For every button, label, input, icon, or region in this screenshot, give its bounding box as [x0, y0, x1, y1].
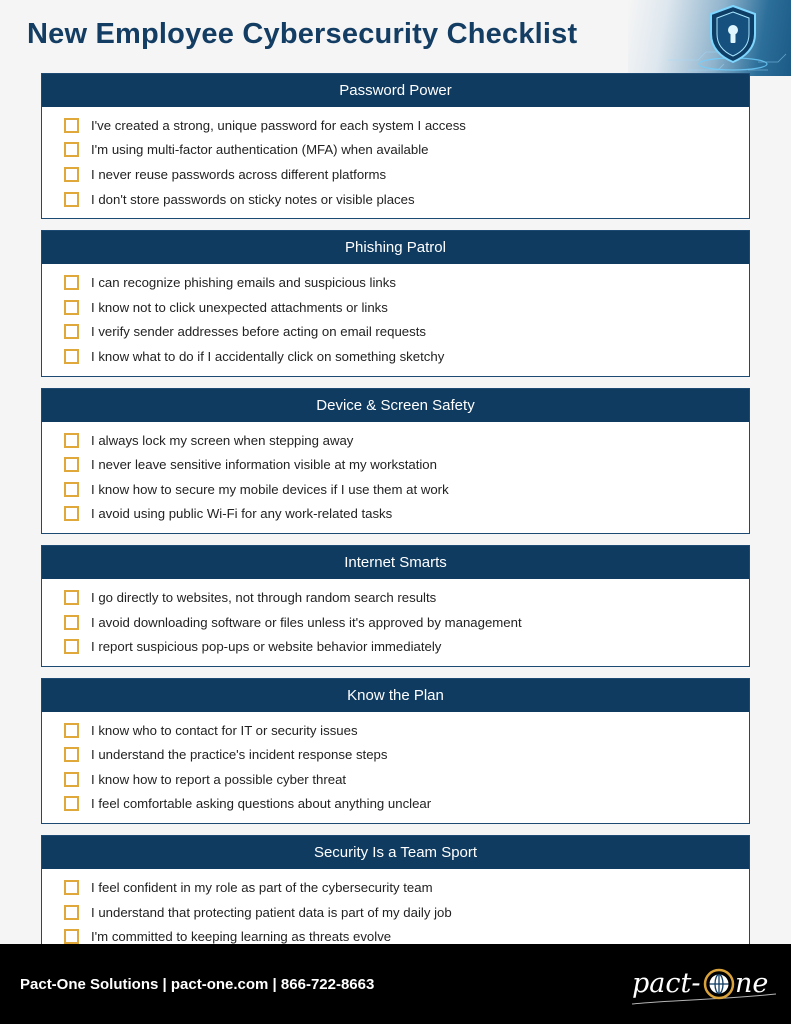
logo-text-left: pact- — [632, 968, 701, 999]
checklist-item — [64, 610, 749, 635]
checklist-items — [42, 712, 749, 823]
checkbox[interactable] — [64, 349, 79, 364]
checkbox[interactable] — [64, 615, 79, 630]
checkbox[interactable] — [64, 929, 79, 944]
checklist-item-label: I go directly to websites, not through random search results — [91, 589, 437, 605]
checklist-item — [64, 792, 749, 817]
checklist-item — [64, 743, 749, 768]
section-header: Phishing Patrol — [42, 231, 749, 264]
checklist-item-label: I verify sender addresses before acting on email requests — [91, 324, 426, 340]
checklist-section — [41, 388, 750, 534]
footer-contact: Pact-One Solutions | pact-one.com | 866-722-8663 — [20, 976, 375, 993]
section-header: Internet Smarts — [42, 546, 749, 579]
checklist-item — [64, 452, 749, 477]
checklist-item — [64, 634, 749, 659]
checklist-item-label: I understand the practice's incident response steps — [91, 747, 388, 763]
checklist-item — [64, 270, 749, 295]
checkbox[interactable] — [64, 723, 79, 738]
section-header: Device & Screen Safety — [42, 389, 749, 422]
checklist-item-label: I never reuse passwords across different platforms — [91, 166, 387, 182]
checklist-item — [64, 138, 749, 163]
checklist-item — [64, 767, 749, 792]
checklist-item-label: I report suspicious pop-ups or website behavior immediately — [91, 639, 442, 655]
checklist-item — [64, 344, 749, 369]
checklist-items — [42, 264, 749, 375]
shield-keyhole-icon — [628, 0, 791, 76]
checklist-item-label: I've created a strong, unique password for each system I access — [91, 117, 466, 133]
checklist-item-label: I know not to click unexpected attachments or links — [91, 299, 388, 315]
checklist-item-label: I always lock my screen when stepping away — [91, 432, 354, 448]
checklist-item — [64, 585, 749, 610]
checklist-item-label: I don't store passwords on sticky notes or visible places — [91, 191, 415, 207]
globe-icon — [705, 970, 733, 998]
checkbox[interactable] — [64, 482, 79, 497]
checkbox[interactable] — [64, 772, 79, 787]
checklist-item-label: I'm using multi-factor authentication (MFA) when available — [91, 142, 429, 158]
checkbox[interactable] — [64, 880, 79, 895]
checklist-item — [64, 295, 749, 320]
checklist-item — [64, 477, 749, 502]
checklist-item — [64, 718, 749, 743]
checklist-item-label: I avoid using public Wi-Fi for any work-related tasks — [91, 506, 393, 522]
checkbox[interactable] — [64, 142, 79, 157]
checkbox[interactable] — [64, 192, 79, 207]
checklist-item-label: I know who to contact for IT or security issues — [91, 722, 358, 738]
checklist-section — [41, 545, 750, 667]
checklist-item-label: I understand that protecting patient data is part of my daily job — [91, 904, 452, 920]
checkbox[interactable] — [64, 457, 79, 472]
checkbox[interactable] — [64, 300, 79, 315]
section-header: Security Is a Team Sport — [42, 836, 749, 869]
checkbox[interactable] — [64, 905, 79, 920]
checklist-item — [64, 113, 749, 138]
checklist-item — [64, 187, 749, 212]
checkbox[interactable] — [64, 639, 79, 654]
checkbox[interactable] — [64, 275, 79, 290]
checklist-item — [64, 320, 749, 345]
checklist-section — [41, 230, 750, 376]
checkbox[interactable] — [64, 324, 79, 339]
checkbox[interactable] — [64, 796, 79, 811]
checklist-sections — [41, 73, 750, 968]
page-title: New Employee Cybersecurity Checklist — [27, 18, 578, 50]
checklist-item-label: I feel confident in my role as part of the cybersecurity team — [91, 880, 433, 896]
checklist-items — [42, 579, 749, 666]
checklist-item-label: I avoid downloading software or files unless it's approved by management — [91, 614, 522, 630]
pact-one-logo — [628, 960, 780, 1008]
checklist-item-label: I know how to report a possible cyber threat — [91, 771, 347, 787]
checklist-items — [42, 422, 749, 533]
checklist-item-label: I know what to do if I accidentally click on something sketchy — [91, 348, 445, 364]
checklist-section — [41, 835, 750, 957]
checkbox[interactable] — [64, 167, 79, 182]
checklist-item — [64, 162, 749, 187]
checklist-item — [64, 428, 749, 453]
checklist-item-label: I feel comfortable asking questions about anything unclear — [91, 796, 432, 812]
checkbox[interactable] — [64, 747, 79, 762]
checklist-item-label: I know how to secure my mobile devices if I use them at work — [91, 481, 449, 497]
hero-image — [628, 0, 791, 76]
checklist-item-label: I never leave sensitive information visible at my workstation — [91, 457, 437, 473]
checklist-item — [64, 502, 749, 527]
footer — [0, 944, 791, 1024]
checklist-section — [41, 73, 750, 219]
checklist-item-label: I'm committed to keeping learning as threats evolve — [91, 929, 392, 945]
checkbox[interactable] — [64, 590, 79, 605]
checklist-item-label: I can recognize phishing emails and suspicious links — [91, 275, 396, 291]
checklist-item — [64, 900, 749, 925]
section-header: Password Power — [42, 74, 749, 107]
checkbox[interactable] — [64, 506, 79, 521]
section-header: Know the Plan — [42, 679, 749, 712]
checklist-item — [64, 875, 749, 900]
checkbox[interactable] — [64, 433, 79, 448]
logo-text-right: ne — [735, 968, 769, 999]
checkbox[interactable] — [64, 118, 79, 133]
checklist-items — [42, 107, 749, 218]
checklist-section — [41, 678, 750, 824]
